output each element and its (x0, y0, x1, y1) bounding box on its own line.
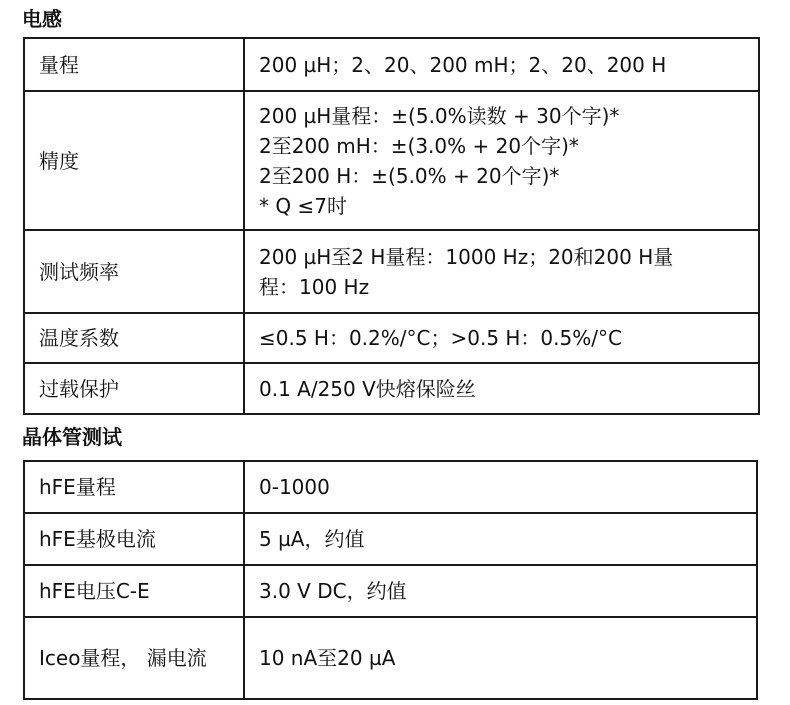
row-label-text: 温度系数 (39, 326, 119, 350)
row-value-text: 10 nA至20 µA (259, 646, 396, 670)
row-label-text: 量程 (39, 52, 79, 77)
row-value (244, 313, 759, 363)
row-value-line: 200 µH至2 H量程：1000 Hz；20和200 H量 (259, 244, 674, 269)
row-label (24, 313, 244, 363)
row-value-text: 200 µH；2、20、200 mH；2、20、200 H (259, 52, 667, 77)
row-value (244, 513, 757, 565)
row-value-line: 程：100 Hz (259, 274, 370, 299)
table-row (24, 617, 757, 699)
table-row (24, 313, 759, 363)
row-value-line: 2至200 H：±(5.0% + 20个字)* (259, 163, 560, 188)
row-label (24, 91, 244, 230)
row-value-text: 3.0 V DC，约值 (259, 579, 407, 603)
row-value-line: * Q ≤7时 (259, 193, 347, 218)
row-label (24, 513, 244, 565)
inductance-spec-table (23, 37, 760, 415)
row-label (24, 38, 244, 91)
row-value (244, 91, 759, 230)
table-row (24, 461, 757, 513)
row-value-line: 2至200 mH：±(3.0% + 20个字)* (259, 133, 579, 158)
inductance-section-title: 电感 (22, 7, 62, 31)
row-label (24, 363, 244, 414)
table-row (24, 91, 759, 230)
row-value-text: 5 µA，约值 (259, 527, 365, 551)
row-value-line: 200 µH量程：±(5.0%读数 + 30个字)* (259, 103, 620, 128)
row-label-line: Iceo量程， (39, 646, 141, 670)
row-value-text: 0.1 A/250 V快熔保险丝 (259, 376, 476, 401)
table-row (24, 565, 757, 617)
row-label-text: 精度 (39, 148, 79, 173)
row-label-text: hFE基极电流 (39, 527, 156, 551)
table-row (24, 230, 759, 313)
transistor-spec-table (23, 460, 758, 700)
row-value (244, 461, 757, 513)
row-label-text: hFE电压C-E (39, 579, 150, 603)
row-label (24, 565, 244, 617)
transistor-section-title: 晶体管测试 (22, 425, 122, 449)
row-label-text: 测试频率 (39, 259, 119, 284)
row-label (24, 230, 244, 313)
row-value (244, 38, 759, 91)
table-row (24, 513, 757, 565)
row-value (244, 230, 759, 313)
row-label-line: 漏电流 (146, 646, 207, 670)
row-value (244, 565, 757, 617)
table-row (24, 363, 759, 414)
row-value-text: 0-1000 (259, 475, 330, 499)
row-label-text: 过载保护 (39, 376, 119, 401)
row-value-text: ≤0.5 H：0.2%/°C；>0.5 H：0.5%/°C (259, 326, 622, 350)
row-value (244, 363, 759, 414)
row-label (24, 617, 244, 699)
table-row (24, 38, 759, 91)
row-label (24, 461, 244, 513)
row-value (244, 617, 757, 699)
row-label-text: hFE量程 (39, 475, 116, 499)
